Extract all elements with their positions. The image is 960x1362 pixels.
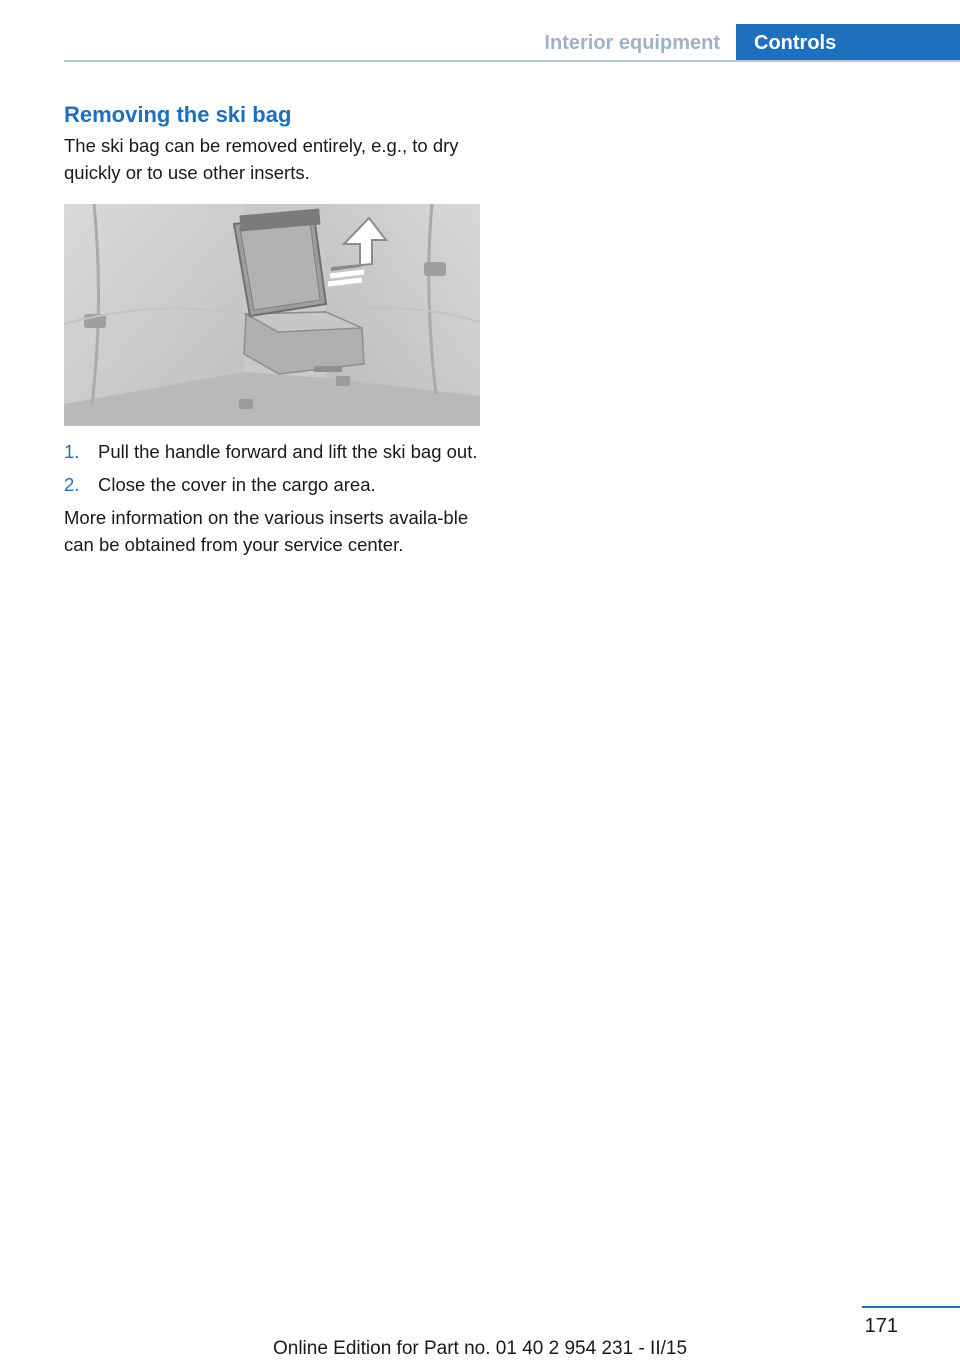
list-item (64, 438, 482, 465)
step-number: 1. (64, 441, 80, 462)
edition-line: Online Edition for Part no. 01 40 2 954 231 - II/15 (272, 1338, 688, 1359)
header-chapter-tab: Controls (736, 24, 960, 62)
header-section-title: Interior equipment (544, 32, 720, 54)
page-number: 171 (864, 1315, 898, 1337)
step-text: Close the cover in the cargo area. (98, 474, 376, 495)
ski-bag-illustration (64, 204, 480, 426)
intro-paragraph: The ski bag can be removed entirely, e.g., to dry quickly or to use other inserts. (64, 135, 459, 183)
step-text: Pull the handle forward and lift the ski bag out. (98, 441, 478, 462)
rear-seat-ski-bag-image (64, 204, 480, 426)
step-number: 2. (64, 474, 80, 495)
section-heading: Removing the ski bag (64, 102, 292, 127)
main-content (64, 100, 482, 558)
page-header (0, 0, 960, 64)
more-info-paragraph: More information on the various inserts availa-ble can be obtained from your service center. (64, 507, 469, 555)
header-rule (64, 60, 960, 62)
list-item (64, 471, 482, 498)
footer-rule (862, 1306, 960, 1308)
steps-list (64, 438, 482, 498)
